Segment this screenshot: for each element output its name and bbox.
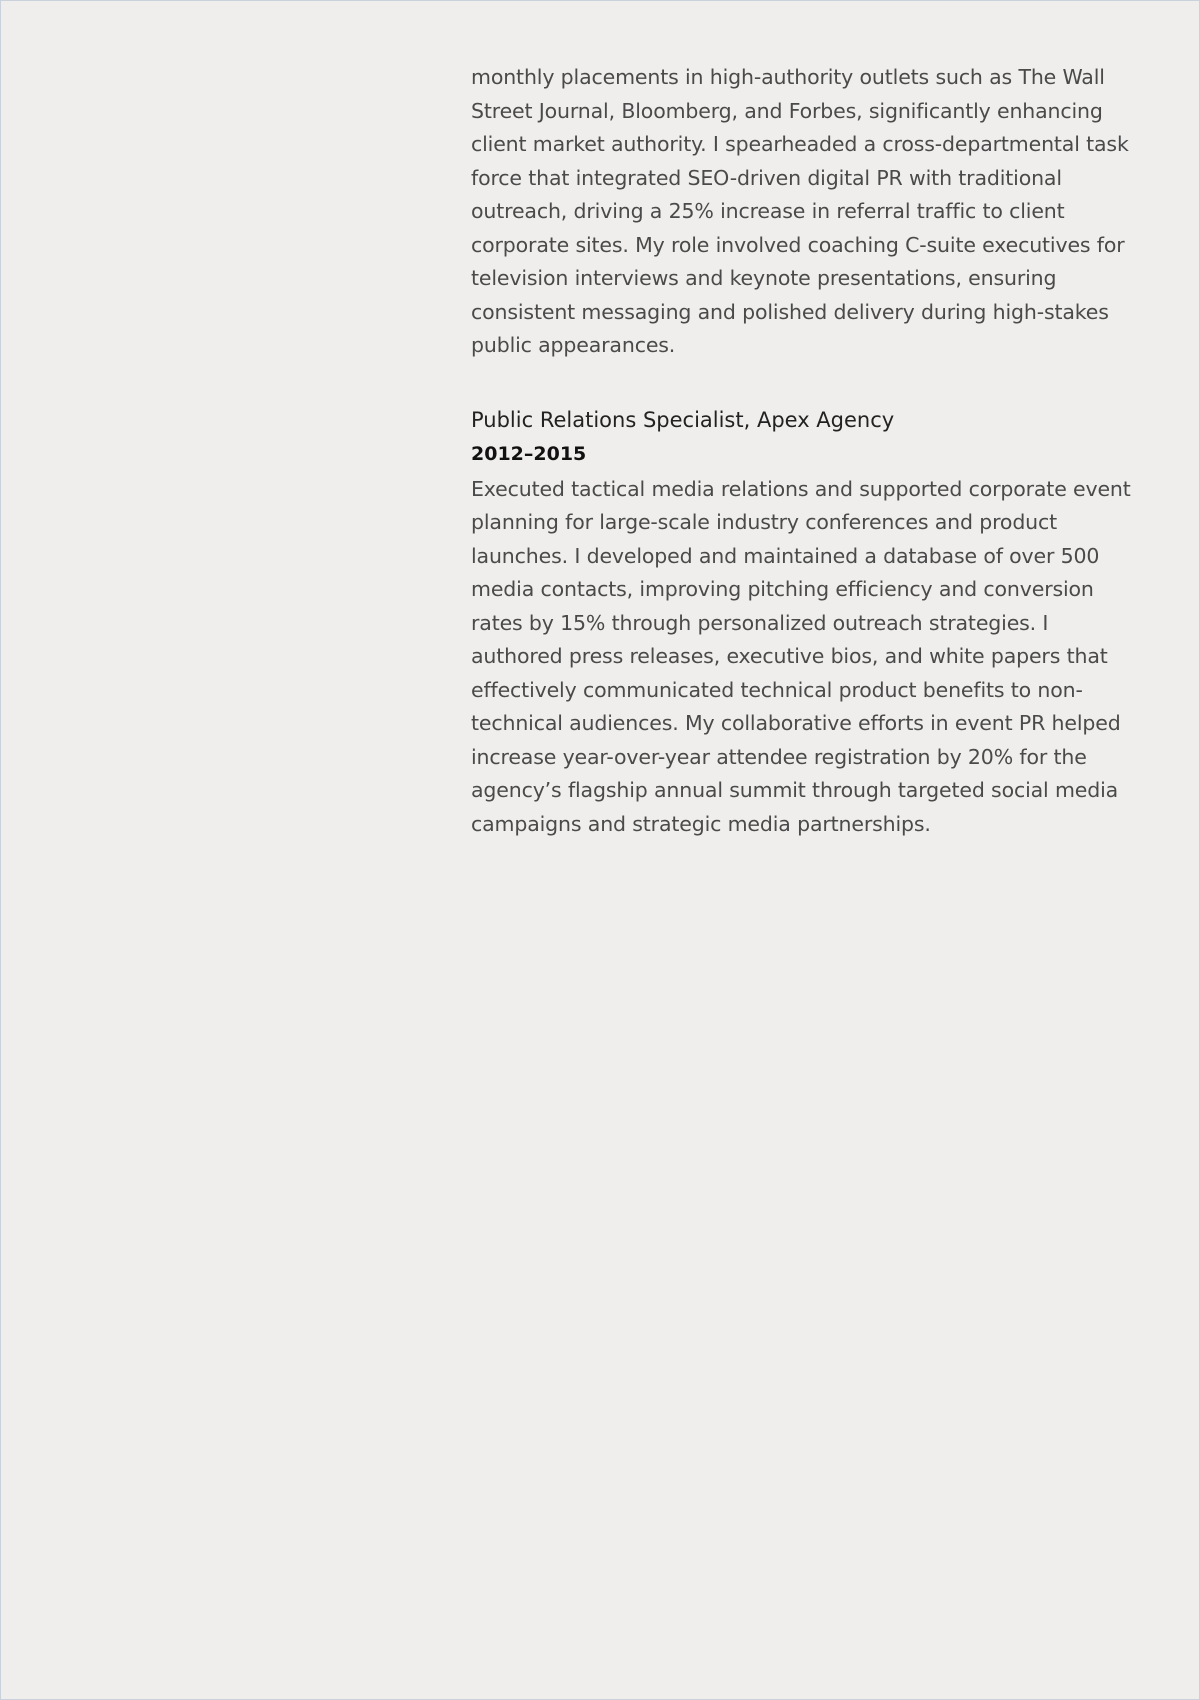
job-entry xyxy=(471,403,1131,842)
job-description: Executed tactical media relations and supported corporate event planning for large-scale industry conferences and product launches. I developed and maintained a database of over 500 media contacts, improving pitching efficiency and conversion rates by 15% through personalized outreach strategies. I authored press releases, executive bios, and white papers that effectively communicated technical product benefits to non-technical audiences. My collaborative efforts in event PR helped increase year-over-year attendee registration by 20% for the agency’s flagship annual summit through targeted social media campaigns and strategic media partnerships. xyxy=(471,476,1131,836)
job-dates: 2012–2015 xyxy=(471,442,587,465)
previous-job-description: monthly placements in high-authority outlets such as The Wall Street Journal, Bloomberg, and Forbes, significantly enhancing client market authority. I spearheaded a cross-departmental task force that integrated SEO-driven digital PR with traditional outreach, driving a 25% increase in referral traffic to client corporate sites. My role involved coaching C-suite executives for television interviews and keynote presentations, ensuring consistent messaging and polished delivery during high-stakes public appearances. xyxy=(471,65,1129,357)
job-title: Public Relations Specialist, Apex Agency xyxy=(471,407,895,432)
experience-section xyxy=(471,61,1131,841)
